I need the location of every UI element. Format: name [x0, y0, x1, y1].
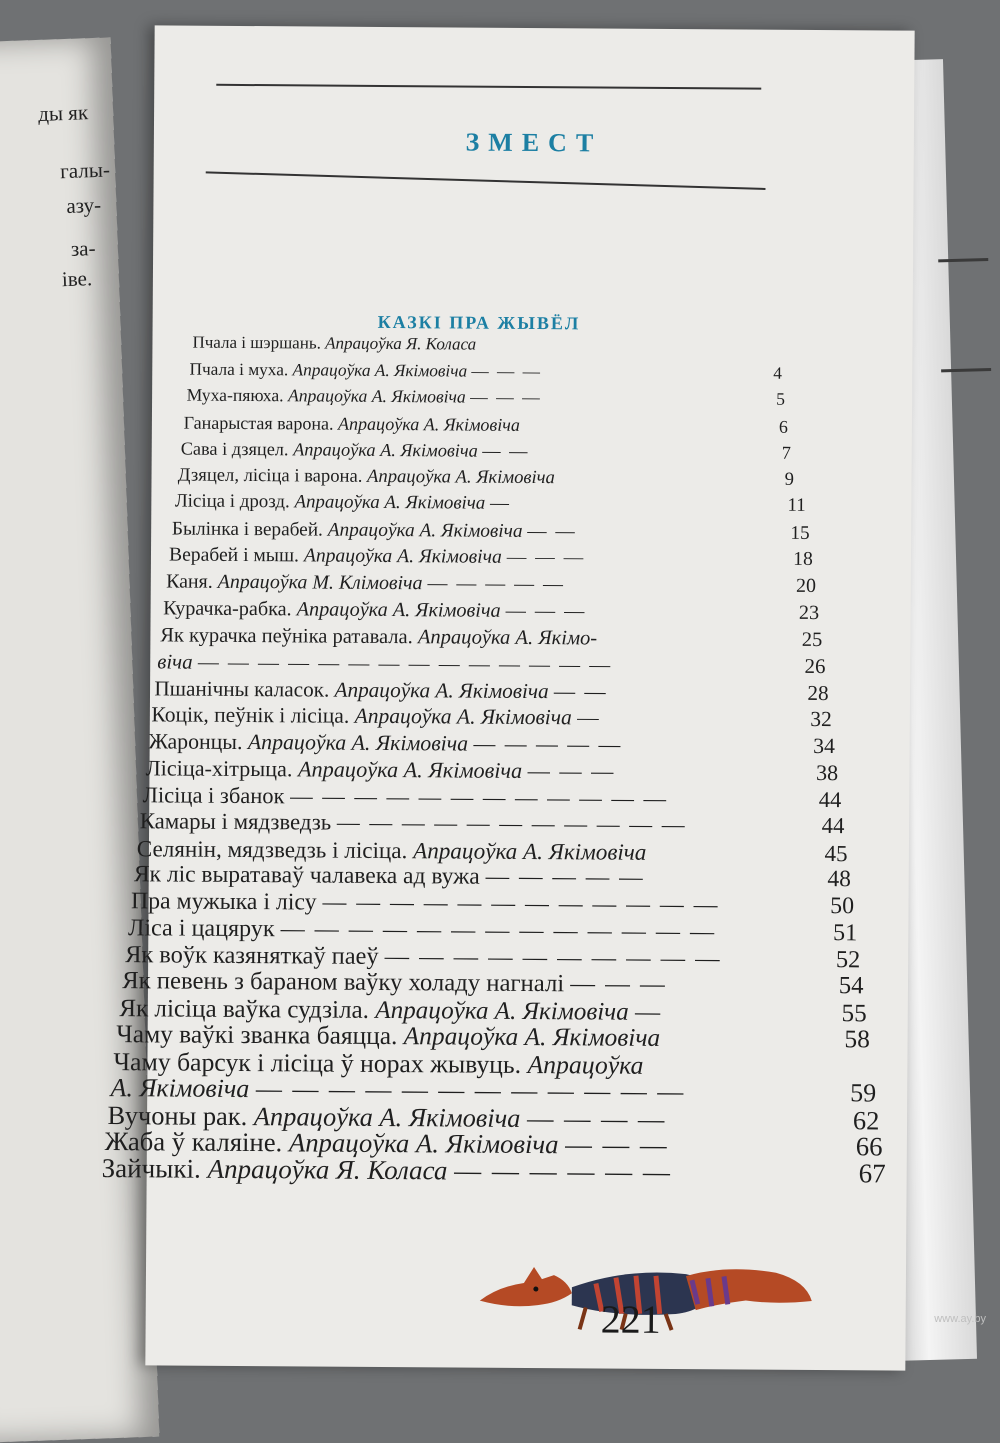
toc-entry-title: Лісіца і збанок [143, 782, 285, 808]
toc-entry-title: Верабей і мыш. [169, 545, 299, 567]
toc-entry-title: Чаму ваўкі званка баяцца. [116, 1021, 397, 1051]
toc-entry-title: Сава і дзяцел. [181, 439, 289, 460]
toc-entry-page: 50 [830, 895, 854, 919]
toc-entry-leader: — — — [565, 1130, 669, 1161]
toc-entry-leader: — — — — — — — — — — — — — [281, 917, 717, 946]
toc-entry-page: 45 [824, 842, 847, 865]
watermark: www.ay.by [934, 1313, 986, 1325]
toc-entry-author: А. Якімовіча [110, 1074, 249, 1104]
toc-entry-leader: — — — — — [486, 864, 645, 891]
toc-entry-title: Курачка-рабка. [163, 598, 292, 621]
toc-entry-title: Як певень з бараном ваўку холаду нагналі [122, 968, 564, 998]
toc-entry [166, 572, 863, 597]
toc-entry-author: Апрацоўка А. Якімо- [418, 626, 597, 649]
toc-entry-page: 66 [856, 1134, 883, 1161]
toc-entry-page: 34 [813, 736, 835, 758]
toc-entry-page: 18 [793, 550, 813, 570]
page-number: 221 [601, 1296, 661, 1343]
toc-entry-author: Апрацоўка Я. Коласа [325, 334, 476, 354]
toc-entry-title: Каня. [166, 570, 213, 592]
left-page [0, 37, 159, 1442]
toc-entry-leader: — [577, 706, 601, 730]
toc-entry-title: Як лісіца ваўка судзіла. [119, 995, 369, 1024]
toc-entry-page: 67 [859, 1160, 886, 1187]
toc-entry [163, 599, 863, 624]
toc-entry-page: 48 [827, 868, 851, 892]
toc-entry-title: Жаронцы. [148, 729, 242, 754]
toc-entry [178, 466, 864, 489]
toc-entry [157, 652, 862, 678]
toc-entry-title: Як воўк казяняткаў паеў [125, 941, 379, 970]
toc-entry [189, 360, 864, 382]
left-page-fragment: галы- [60, 157, 111, 184]
toc-entry-leader: — — — — — — — — — — [385, 943, 722, 972]
toc-entry-page: 32 [810, 709, 832, 731]
top-rule [216, 84, 761, 89]
toc-entry-title: Як курачка пеўніка ратавала. [160, 624, 413, 648]
toc-entry-title: Селянін, мядзведзь і лісіца. [137, 835, 408, 863]
toc-entry-leader: — — [482, 441, 529, 461]
toc-entry [143, 784, 862, 812]
toc-entry-author: Апрацоўка А. Якімовіча [297, 599, 501, 622]
toc-entry-page: 7 [782, 444, 791, 462]
toc-entry-author: Апрацоўка А. Якімовіча [355, 704, 572, 730]
toc-entry [172, 519, 863, 543]
toc-entry-page: 6 [779, 417, 788, 435]
toc-list [155, 25, 915, 30]
toc-entry-page: 28 [807, 683, 828, 704]
toc-entry-page: 54 [839, 975, 864, 1000]
toc-entry [148, 731, 861, 758]
toc-entry-leader: — — — [507, 547, 586, 569]
toc-entry [146, 758, 862, 785]
toc-entry-author: Апрацоўка А. Якімовіча [293, 439, 478, 460]
toc-entry-author: Апрацоўка А. Якімовіча [304, 546, 502, 568]
toc-entry-author: Апрацоўка А. Якімовіча [335, 677, 549, 702]
toc-entry [154, 678, 862, 704]
toc-entry-page: 59 [850, 1081, 876, 1107]
toc-entry-title: Былінка і верабей. [172, 518, 323, 540]
page-title: ЗМЕСТ [154, 125, 914, 160]
toc-entry-leader: — — — [470, 387, 542, 407]
toc-entry-leader: — — — — — [473, 731, 622, 756]
toc-entry-author: Апрацоўка А. Якімовіча [328, 519, 523, 541]
toc-entry-page: 52 [836, 948, 861, 973]
toc-entry-leader: — [490, 493, 511, 514]
left-page-fragment: азу- [66, 193, 102, 219]
toc-entry-author: Апрацоўка А. Якімовіча [404, 1023, 661, 1053]
toc-entry [140, 811, 861, 839]
toc-entry-page: 15 [790, 523, 809, 542]
toc-entry-title: Пчала і шэршань. [192, 333, 321, 353]
toc-page [145, 25, 914, 1370]
toc-entry-author: Апрацоўка А. Якімовіча [413, 837, 646, 865]
toc-entry-leader: — — — — — — — — — — — — — — [198, 650, 613, 677]
toc-entry-title: Чаму барсук і лісіца ў норах жывуць. [113, 1047, 521, 1079]
toc-entry-title: Пчала і муха. [189, 359, 288, 379]
toc-entry-title: Вучоны рак. [107, 1100, 247, 1131]
toc-entry-author: Апрацоўка А. Якімовіча [293, 360, 468, 380]
toc-entry-leader: — — [527, 521, 577, 542]
toc-entry-title: Камары і мядзведзь [140, 809, 332, 835]
toc-entry-leader: — — — — — — — — — — — — [256, 1075, 686, 1107]
toc-entry [181, 440, 864, 463]
toc-entry [187, 387, 865, 409]
toc-entry [160, 625, 862, 650]
toc-entry-leader: — — — [506, 600, 587, 623]
toc-entry-author: Апрацоўка М. Клімовіча [218, 570, 423, 593]
toc-entry-leader: — — — — — [427, 572, 564, 595]
toc-entry-page: 44 [819, 789, 842, 812]
title-rule [206, 171, 766, 189]
toc-entry [102, 1155, 859, 1187]
toc-entry-page: 23 [799, 603, 819, 623]
toc-entry [184, 413, 864, 436]
left-page-fragment: за- [70, 236, 95, 262]
toc-entry-page: 5 [776, 391, 785, 409]
toc-entry-title: Коцік, пеўнік і лісіца. [151, 703, 349, 728]
toc-entry-author: віча [157, 650, 192, 674]
toc-entry-author: Апрацоўка А. Якімовіча [375, 997, 629, 1026]
toc-entry-page: 62 [853, 1107, 880, 1134]
toc-entry-leader: — — — — [527, 1103, 667, 1134]
toc-entry-title: Дзяцел, лісіца і варона. [178, 464, 363, 486]
left-page-fragment: ды як [38, 100, 89, 127]
toc-entry-author: Апрацоўка А. Якімовіча [254, 1101, 521, 1133]
toc-entry-title: Ліса і цацярук [128, 916, 275, 943]
toc-entry-title: Муха-пяюха. [187, 385, 284, 406]
toc-entry [192, 334, 864, 356]
toc-entry-title: Пра мужыка і лісу [131, 888, 317, 915]
toc-entry [175, 493, 864, 517]
toc-entry-leader: — — — [471, 361, 542, 380]
left-page-fragment: іве. [62, 266, 93, 292]
toc-entry-author: Апрацоўка А. Якімовіча [298, 757, 522, 784]
toc-entry-author: Апрацоўка А. Якімовіча [289, 1128, 559, 1160]
toc-entry-page: 4 [773, 364, 782, 381]
toc-entry-author: Апрацоўка А. Якімовіча [248, 730, 468, 756]
toc-entry-leader: — [635, 999, 662, 1026]
toc-entry-author: Апрацоўка Я. Коласа [207, 1154, 447, 1186]
toc-entry-page: 20 [796, 576, 816, 596]
toc-entry-leader: — — — — — — — — — — — [337, 810, 687, 837]
toc-entry-title: Жаба ў каляіне. [105, 1127, 283, 1158]
toc-entry-author: Апрацоўка А. Якімовіча [367, 465, 555, 487]
toc-entry-author: Апрацоўка А. Якімовіча [338, 413, 520, 434]
toc-entry-leader: — — — — — — [454, 1155, 672, 1187]
toc-entry-page: 58 [844, 1028, 870, 1054]
toc-entry-leader: — — — — — — — — — — — — [290, 783, 668, 811]
toc-entry [151, 705, 862, 731]
toc-entry-leader: — — — [528, 758, 616, 784]
toc-entry-leader: — — — [570, 971, 667, 999]
toc-entry-page: 9 [785, 470, 794, 489]
toc-entry-title: Зайчыкі. [102, 1153, 201, 1184]
toc-entry-page: 26 [805, 656, 826, 677]
toc-entry-title: Лісіца і дрозд. [175, 491, 290, 513]
toc-entry-page: 11 [787, 497, 805, 516]
toc-entry-page: 44 [822, 815, 845, 838]
toc-entry-title: Лісіца-хітрыца. [146, 756, 293, 782]
toc-entry-author: Апрацоўка [527, 1050, 643, 1080]
toc-entry-page: 55 [842, 1001, 867, 1026]
toc-entry-page: 51 [833, 921, 857, 945]
toc-entry [137, 837, 861, 865]
toc-entry-author: Апрацоўка А. Якімовіча [294, 491, 485, 513]
toc-entry [134, 864, 861, 893]
toc-entry [169, 546, 863, 570]
section-heading: КАЗКІ ПРА ЖЫВЁЛ [378, 312, 581, 334]
toc-entry-title: Пшанічны каласок. [154, 676, 329, 701]
toc-entry-title: Як ліс выратаваў чалавека ад вужа [134, 862, 480, 890]
toc-entry-page: 25 [802, 630, 823, 651]
toc-entry-leader: — — — — — — — — — — — — [322, 889, 719, 918]
toc-entry-page: 38 [816, 762, 838, 784]
toc-entry [131, 890, 861, 919]
toc-entry-title: Ганарыстая варона. [184, 412, 334, 433]
toc-entry-leader: — — [554, 679, 608, 703]
toc-entry-author: Апрацоўка А. Якімовіча [288, 385, 466, 406]
